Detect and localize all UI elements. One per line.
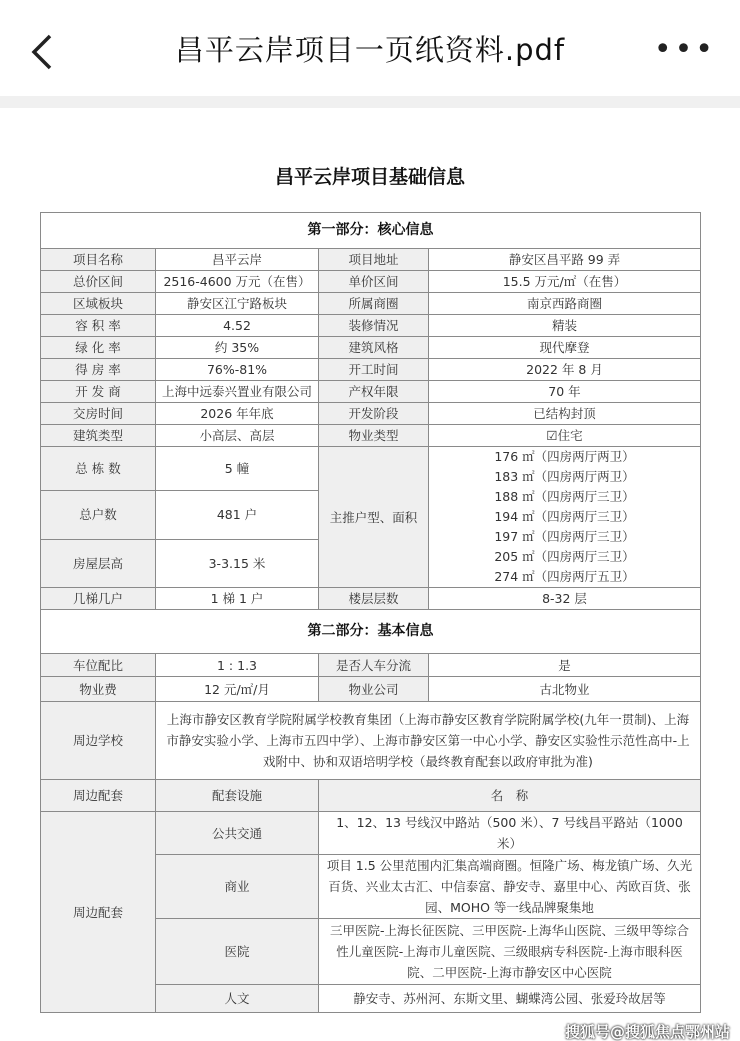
table-cell: 南京西路商圈 [429, 293, 701, 315]
table-cell: 区域板块 [41, 293, 156, 315]
unit-type-item: 176 ㎡（四房两厅两卫） [494, 449, 635, 464]
table-cell: 楼层层数 [319, 588, 429, 610]
more-icon[interactable]: ••• [653, 32, 716, 67]
table-row [41, 780, 701, 812]
table-cell: 物业公司 [319, 677, 429, 702]
table-cell: 静安寺、苏州河、东斯文里、蝴蝶湾公园、张爱玲故居等 [319, 985, 701, 1013]
table-cell: 现代摩登 [429, 337, 701, 359]
table-cell: 公共交通 [156, 812, 319, 855]
table-cell: 项目地址 [319, 249, 429, 271]
table-cell: 总户数 [41, 491, 156, 539]
table-cell: 车位配比 [41, 654, 156, 677]
table-cell: 产权年限 [319, 381, 429, 403]
table-cell: 5 幢 [156, 447, 319, 491]
table-cell: 开发阶段 [319, 403, 429, 425]
unit-type-item: 274 ㎡（四房两厅五卫） [494, 569, 635, 584]
table-row [41, 425, 701, 447]
table-cell: 是否人车分流 [319, 654, 429, 677]
table-cell: 开工时间 [319, 359, 429, 381]
table-cell: 几梯几户 [41, 588, 156, 610]
table-cell: 已结构封顶 [429, 403, 701, 425]
table-cell: 项目 1.5 公里范围内汇集高端商圈。恒隆广场、梅龙镇广场、久光百货、兴业太古汇、中信泰富、静安寺、嘉里中心、芮欧百货、张园、MOHO 等一线品牌聚集地 [319, 855, 701, 919]
table-cell: 15.5 万元/㎡（在售） [429, 271, 701, 293]
table-cell: 得 房 率 [41, 359, 156, 381]
watermark: 搜狐号@搜狐焦点鄂州站 [564, 1023, 730, 1041]
unit-type-item: 188 ㎡（四房两厅三卫） [494, 489, 635, 504]
table-row [41, 337, 701, 359]
table-cell: 是 [429, 654, 701, 677]
table-cell: 人文 [156, 985, 319, 1013]
table-cell: 约 35% [156, 337, 319, 359]
table-cell: 昌平云岸 [156, 249, 319, 271]
document-title: 昌平云岸项目基础信息 [274, 166, 465, 188]
table-cell: 配套设施 [156, 780, 319, 812]
table-cell: 建筑风格 [319, 337, 429, 359]
table-row [41, 359, 701, 381]
table-cell: 周边配套 [41, 812, 156, 1013]
table-cell: 周边学校 [41, 702, 156, 780]
table-cell: 单价区间 [319, 271, 429, 293]
table-cell: ☑住宅 [429, 425, 701, 447]
table-row [41, 588, 701, 610]
section-header-row [41, 610, 701, 654]
table-cell: 小高层、高层 [156, 425, 319, 447]
section-header-row [41, 213, 701, 249]
table-cell: 76%-81% [156, 359, 319, 381]
table-cell: 3-3.15 米 [156, 539, 319, 587]
chevron-left-icon[interactable] [26, 30, 62, 74]
table-cell: 481 户 [156, 491, 319, 539]
table-cell: 古北物业 [429, 677, 701, 702]
unit-type-item: 205 ㎡（四房两厅三卫） [494, 549, 635, 564]
table-row [41, 654, 701, 677]
table-cell: 2516-4600 万元（在售） [156, 271, 319, 293]
table-cell: 物业费 [41, 677, 156, 702]
file-title: 昌平云岸项目一页纸资料.pdf [174, 32, 566, 67]
table-cell: 建筑类型 [41, 425, 156, 447]
table-cell: 装修情况 [319, 315, 429, 337]
table-cell: 开 发 商 [41, 381, 156, 403]
table-cell: 物业类型 [319, 425, 429, 447]
unit-type-item: 197 ㎡（四房两厅三卫） [494, 529, 635, 544]
table-cell: 精装 [429, 315, 701, 337]
table-row [41, 677, 701, 702]
table-cell: 项目名称 [41, 249, 156, 271]
table-cell: 上海市静安区教育学院附属学校教育集团（上海市静安区教育学院附属学校(九年一贯制)、上海市静安实验小学、上海市五四中学）、上海市静安区第一中心小学、静安区实验性示范性高中-上戏附中、协和双语培明学校（最终教育配套以政府审批为准) [156, 702, 701, 780]
unit-type-item: 194 ㎡（四房两厅三卫） [494, 509, 635, 524]
table-cell: 主推户型、面积 [319, 447, 429, 588]
table-row [41, 249, 701, 271]
table-cell: 1 : 1.3 [156, 654, 319, 677]
table-cell: 交房时间 [41, 403, 156, 425]
table-cell: 8-32 层 [429, 588, 701, 610]
section-title: 第二部分：基本信息 [41, 610, 701, 654]
table-cell: 静安区昌平路 99 弄 [429, 249, 701, 271]
table-cell: 总价区间 [41, 271, 156, 293]
table-cell: 三甲医院-上海长征医院、三甲医院-上海华山医院、三级甲等综合性儿童医院-上海市儿童医院、三级眼病专科医院-上海市眼科医院、二甲医院-上海市静安区中心医院 [319, 919, 701, 985]
table-cell: 绿 化 率 [41, 337, 156, 359]
info-table [40, 212, 701, 1013]
table-row [41, 293, 701, 315]
table-cell: 2026 年年底 [156, 403, 319, 425]
top-bar [0, 0, 740, 96]
table-row [41, 381, 701, 403]
unit-types-cell [429, 447, 701, 588]
table-row [41, 403, 701, 425]
table-cell: 上海中远泰兴置业有限公司 [156, 381, 319, 403]
table-cell: 4.52 [156, 315, 319, 337]
table-cell: 容 积 率 [41, 315, 156, 337]
table-row [41, 271, 701, 293]
table-cell: 名 称 [319, 780, 701, 812]
table-cell: 12 元/㎡/月 [156, 677, 319, 702]
unit-type-item: 183 ㎡（四房两厅两卫） [494, 469, 635, 484]
table-cell: 2022 年 8 月 [429, 359, 701, 381]
table-cell: 房屋层高 [41, 539, 156, 587]
pdf-page [0, 108, 740, 1041]
section-title: 第一部分：核心信息 [41, 213, 701, 249]
table-cell: 1、12、13 号线汉中路站（500 米）、7 号线昌平路站（1000 米） [319, 812, 701, 855]
table-cell: 商业 [156, 855, 319, 919]
table-row [41, 447, 701, 491]
table-cell: 70 年 [429, 381, 701, 403]
table-cell: 所属商圈 [319, 293, 429, 315]
table-cell: 1 梯 1 户 [156, 588, 319, 610]
table-cell: 总 栋 数 [41, 447, 156, 491]
table-cell: 医院 [156, 919, 319, 985]
table-row [41, 702, 701, 780]
table-row [41, 315, 701, 337]
table-row [41, 812, 701, 855]
table-cell: 静安区江宁路板块 [156, 293, 319, 315]
table-cell: 周边配套 [41, 780, 156, 812]
